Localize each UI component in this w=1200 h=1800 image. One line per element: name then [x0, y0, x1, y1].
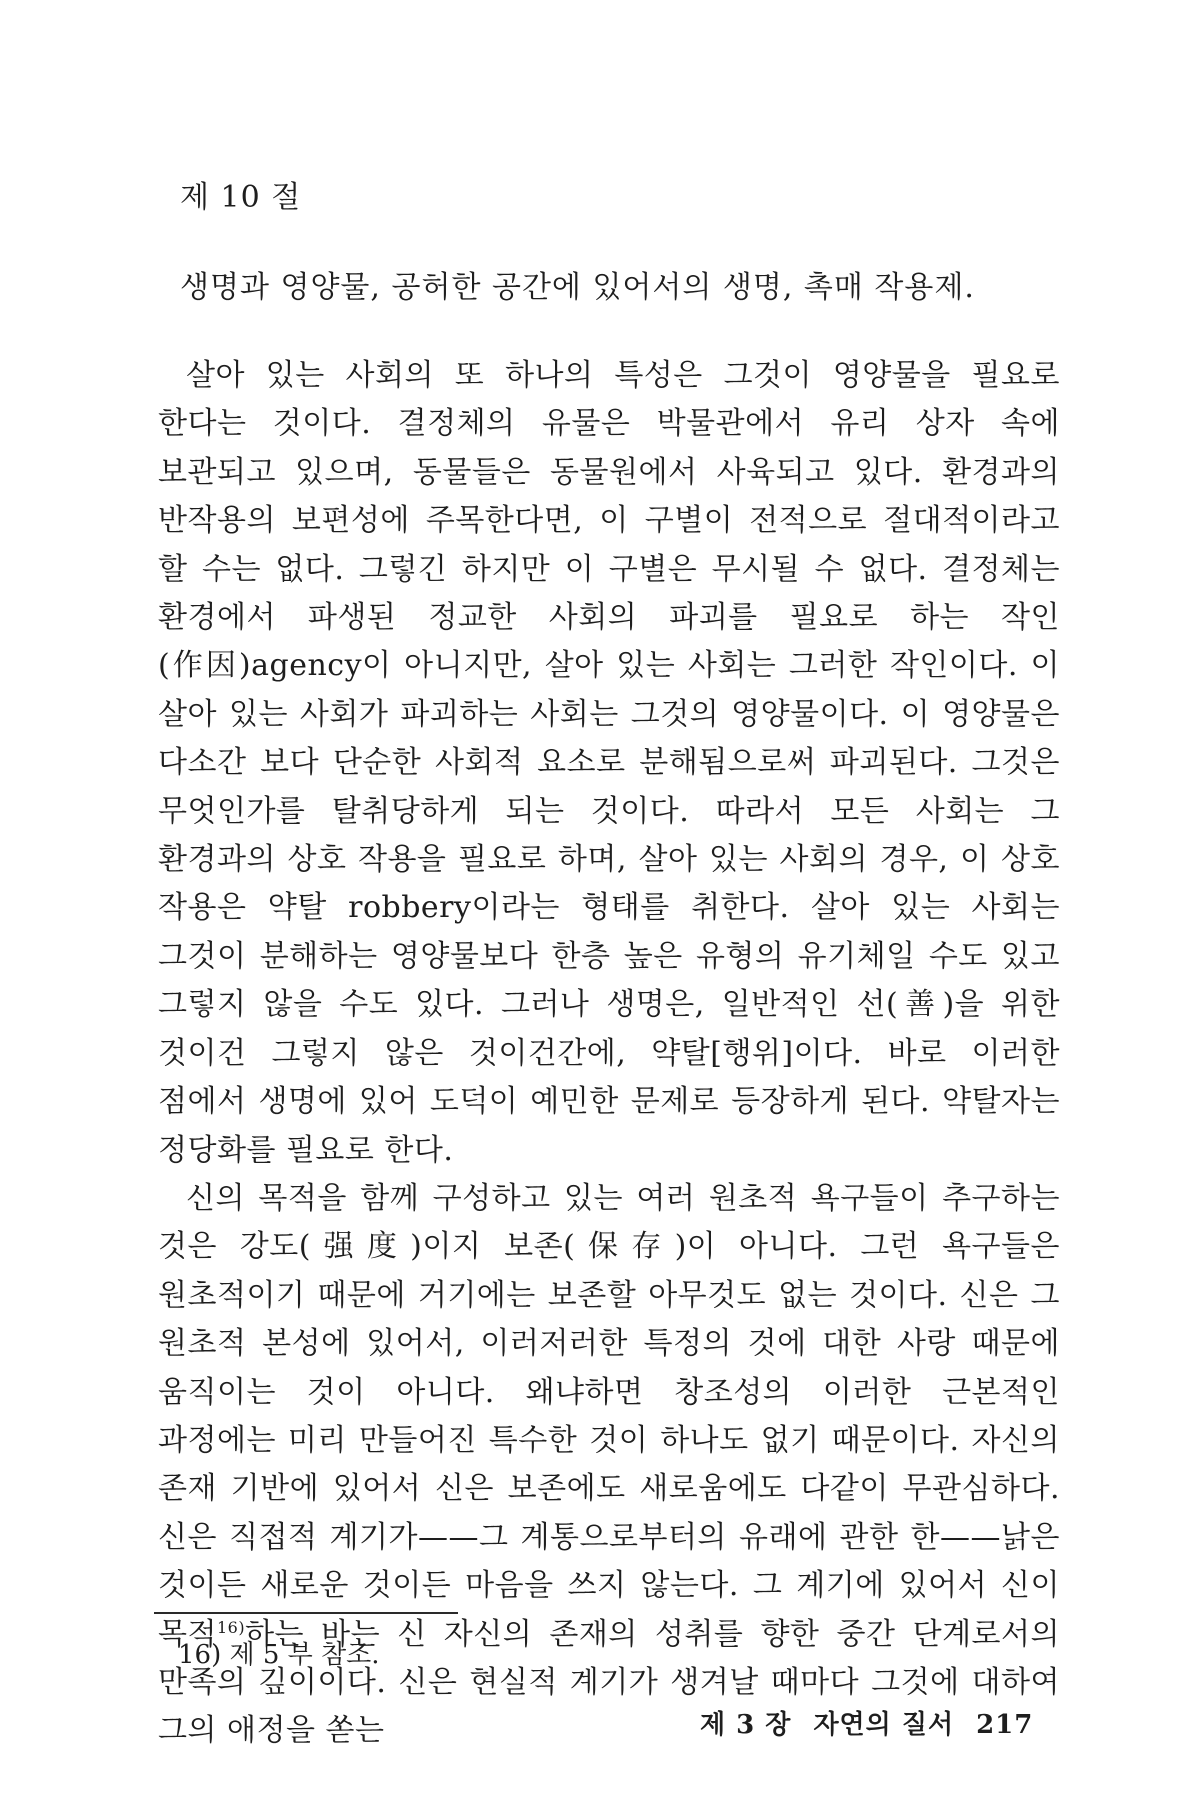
paragraph-1: 살아 있는 사회의 또 하나의 특성은 그것이 영양물을 필요로 한다는 것이다. 결정체의 유물은 박물관에서 유리 상자 속에 보관되고 있으며, 동물들은 동물원에서 사육되고 있다. 환경과의 반작용의 보편성에 주목한다면, 이 구별이 전적으로 절대적이라고 할 수는 없다. 그렇긴 하지만 이 구별은 무시될 수 없다. 결정체는 환경에서 파생된 정교한 사회의 파괴를 필요로 하는 작인(作因)agency이 아니지만, 살아 있는 사회는 그러한 작인이다. 이 살아 있는 사회가 파괴하는 사회는 그것의 영양물이다. 이 영양물은 다소간 보다 단순한 사회적 요소로 분해됨으로써 파괴된다. 그것은 무엇인가를 탈취당하게 되는 것이다. 따라서 모든 사회는 그 환경과의 상호 작용을 필요로 하며, 살아 있는 사회의 경우, 이 상호 작용은 약탈 robbery이라는 형태를 취한다. 살아 있는 사회는 그것이 분해하는 영양물보다 한층 높은 유형의 유기체일 수도 있고 그렇지 않을 수도 있다. 그러나 생명은, 일반적인 선(善)을 위한 것이건 그렇지 않은 것이건간에, 약탈[행위]이다. 바로 이러한 점에서 생명에 있어 도덕이 예민한 문제로 등장하게 된다. 약탈자는 정당화를 필요로 한다. [158, 358, 1060, 1168]
page-number: 217 [976, 1710, 1034, 1740]
body-text [158, 352, 1060, 1756]
footer-chapter: 제 3 장 [700, 1710, 792, 1740]
section-title: 생명과 영양물, 공허한 공간에 있어서의 생명, 촉매 작용제. [180, 270, 975, 305]
footer-chapter-title: 자연의 질서 [813, 1710, 955, 1740]
footnote-reference: 16) [216, 1617, 246, 1637]
running-footer [700, 1704, 1033, 1741]
footnote-divider [154, 1612, 458, 1614]
paragraph-2-text-b: 하는 바는 신 자신의 존재의 성취를 향한 중간 단계로서의 만족의 깊이이다. 신은 현실적 계기가 생겨날 때마다 그것에 대하여 그의 애정을 쏟는 [158, 1616, 1060, 1749]
section-heading: 제 10 절 [180, 180, 302, 215]
paragraph-2-text-a: 신의 목적을 함께 구성하고 있는 여러 원초적 욕구들이 추구하는 것은 강도(强度)이지 보존(保存)이 아니다. 그런 욕구들은 원초적이기 때문에 거기에는 보존할 아무것도 없는 것이다. 신은 그 원초적 본성에 있어서, 이러저러한 특정의 것에 대한 사랑 때문에 움직이는 것이 아니다. 왜냐하면 창조성의 이러한 근본적인 과정에는 미리 만들어진 특수한 것이 하나도 없기 때문이다. 자신의 존재 기반에 있어서 신은 보존에도 새로움에도 다같이 무관심하다. 신은 직접적 계기가——그 계통으로부터의 유래에 관한 한——낡은 것이든 새로운 것이든 마음을 쓰지 않는다. 그 계기에 있어서 신이 목적 [158, 1180, 1060, 1652]
footnote: 16) 제 5 부 참조. [178, 1640, 380, 1670]
